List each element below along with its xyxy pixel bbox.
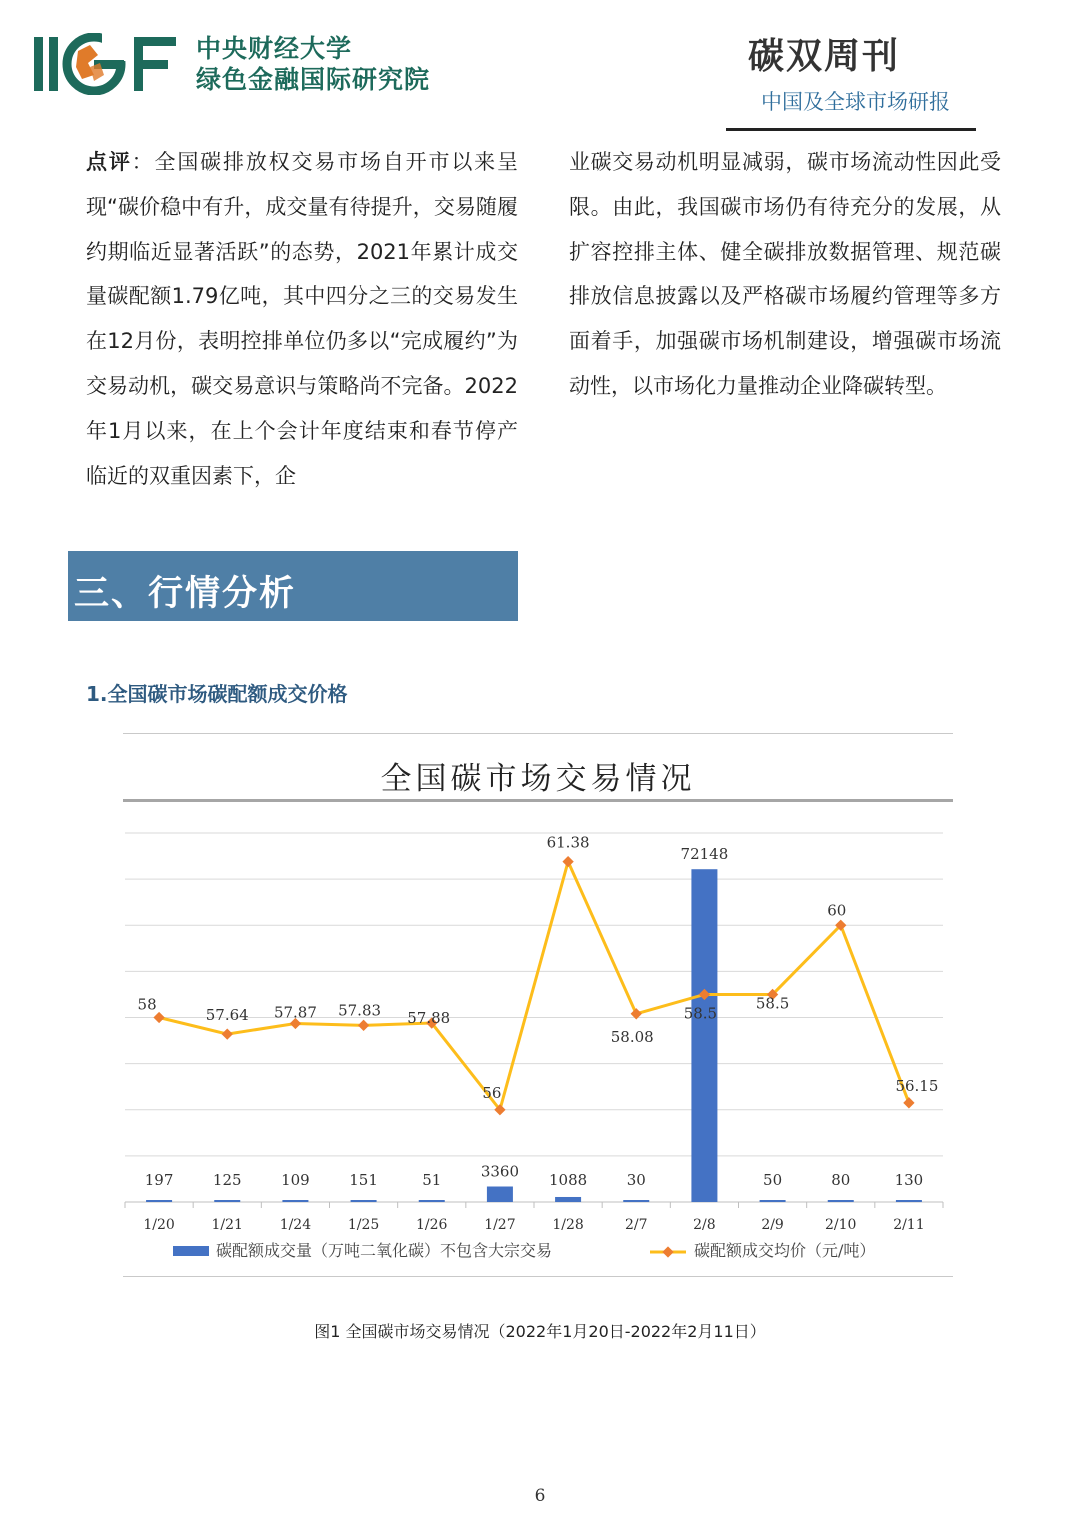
bar-data-label: 72148 (680, 845, 729, 864)
x-tick-label: 1/25 (347, 1217, 380, 1233)
x-tick-label: 1/26 (416, 1217, 448, 1233)
x-tick-label: 2/8 (693, 1217, 716, 1233)
line-data-label: 56 (482, 1083, 502, 1102)
line-data-label: 58.5 (683, 1004, 718, 1023)
line-point (903, 1097, 914, 1108)
x-tick-label: 1/20 (143, 1217, 175, 1233)
x-tick-label: 1/21 (211, 1217, 243, 1233)
line-data-label: 56.15 (895, 1076, 939, 1095)
publication-subtitle: 中国及全球市场研报 (761, 90, 950, 114)
commentary-label: 点评 (86, 150, 132, 174)
bar-volume (214, 1200, 240, 1202)
bar-volume (282, 1200, 308, 1202)
legend-bar-label: 碳配额成交量（万吨二氧化碳）不包含大宗交易 (216, 1241, 553, 1260)
publication-title: 碳双周刊 (747, 36, 900, 77)
organization-name (196, 33, 430, 95)
bar-data-label: 197 (144, 1171, 174, 1189)
chart-title: 全国碳市场交易情况 (380, 761, 696, 797)
figure-caption: 图1 全国碳市场交易情况（2022年1月20日-2022年2月11日） (314, 1322, 766, 1341)
chart-plot (123, 733, 953, 1278)
line-avg-price (159, 862, 909, 1110)
section-title: 三、行情分析 (74, 574, 297, 614)
org-name-line1: 中央财经大学 (196, 34, 353, 63)
chart-bottom-border (123, 1276, 953, 1277)
bar-data-label: 80 (831, 1171, 851, 1189)
line-point (222, 1028, 233, 1039)
bar-data-label: 30 (626, 1171, 646, 1189)
x-tick-label: 2/10 (825, 1217, 857, 1233)
commentary-left-column (86, 140, 518, 498)
bar-volume (146, 1200, 172, 1202)
legend-bar-swatch (173, 1246, 209, 1256)
commentary-left-text: ：全国碳排放权交易市场自开市以来呈现“碳价稳中有升，成交量有待提升，交易随履约期临近显著活跃”的态势，2021年累计成交量碳配额1.79亿吨，其中四分之三的交易发生在12月份，表明控排单位仍多以“完成履约”为交易动机，碳交易意识与策略尚不完备。2022年1月以来，在上个会计年度结束和春节停产临近的双重因素下，企 (86, 150, 519, 488)
header-divider (726, 128, 976, 131)
bar-data-label: 50 (763, 1171, 783, 1189)
page-header (0, 0, 1080, 135)
bar-volume (896, 1200, 922, 1202)
legend-line-label: 碳配额成交均价（元/吨） (694, 1241, 876, 1260)
line-data-label: 57.88 (407, 1009, 451, 1028)
subsection-title: 1.全国碳市场碳配额成交价格 (86, 682, 348, 706)
bar-data-label: 130 (894, 1171, 924, 1189)
x-tick-label: 1/24 (279, 1217, 312, 1233)
page-number: 6 (534, 1486, 546, 1506)
bar-data-label: 3360 (480, 1162, 520, 1181)
bar-volume (760, 1200, 786, 1202)
bar-data-label: 109 (281, 1171, 310, 1189)
bar-volume (419, 1200, 445, 1202)
iigf-logo (32, 33, 182, 95)
line-point (562, 856, 573, 867)
bar-volume (555, 1197, 581, 1202)
x-tick-label: 1/28 (552, 1217, 584, 1233)
line-point (358, 1020, 369, 1031)
bar-volume (351, 1200, 377, 1202)
line-data-label: 60 (827, 901, 847, 920)
bar-data-label: 125 (212, 1171, 242, 1189)
line-data-label: 61.38 (546, 833, 590, 852)
commentary-right-column: 业碳交易动机明显减弱，碳市场流动性因此受限。由此，我国碳市场仍有待充分的发展，从扩容控排主体、健全碳排放数据管理、规范碳排放信息披露以及严格碳市场履约管理等多方面着手，加强碳市场机制建设，增强碳市场流动性，以市场化力量推动企业降碳转型。 (569, 150, 1001, 398)
x-tick-label: 1/27 (484, 1217, 516, 1233)
x-tick-label: 2/7 (624, 1217, 648, 1233)
line-data-label: 58.5 (755, 994, 790, 1013)
line-data-label: 58 (137, 995, 157, 1014)
carbon-market-chart (123, 733, 953, 1278)
line-data-label: 57.64 (205, 1006, 249, 1025)
bar-data-label: 51 (422, 1171, 442, 1189)
bar-data-label: 151 (349, 1171, 378, 1189)
bar-volume (623, 1200, 649, 1202)
x-tick-label: 2/9 (761, 1217, 784, 1233)
x-tick-label: 2/11 (893, 1217, 925, 1233)
bar-volume (828, 1200, 854, 1202)
bar-volume (691, 869, 717, 1202)
bar-volume (487, 1187, 513, 1202)
line-data-label: 57.87 (273, 1003, 317, 1022)
line-data-label: 58.08 (610, 1027, 654, 1046)
bar-data-label: 1088 (548, 1171, 588, 1189)
line-point (153, 1012, 164, 1023)
line-data-label: 57.83 (338, 1001, 382, 1020)
legend-line-marker (662, 1246, 673, 1257)
org-name-line2: 绿色金融国际研究院 (196, 65, 431, 94)
